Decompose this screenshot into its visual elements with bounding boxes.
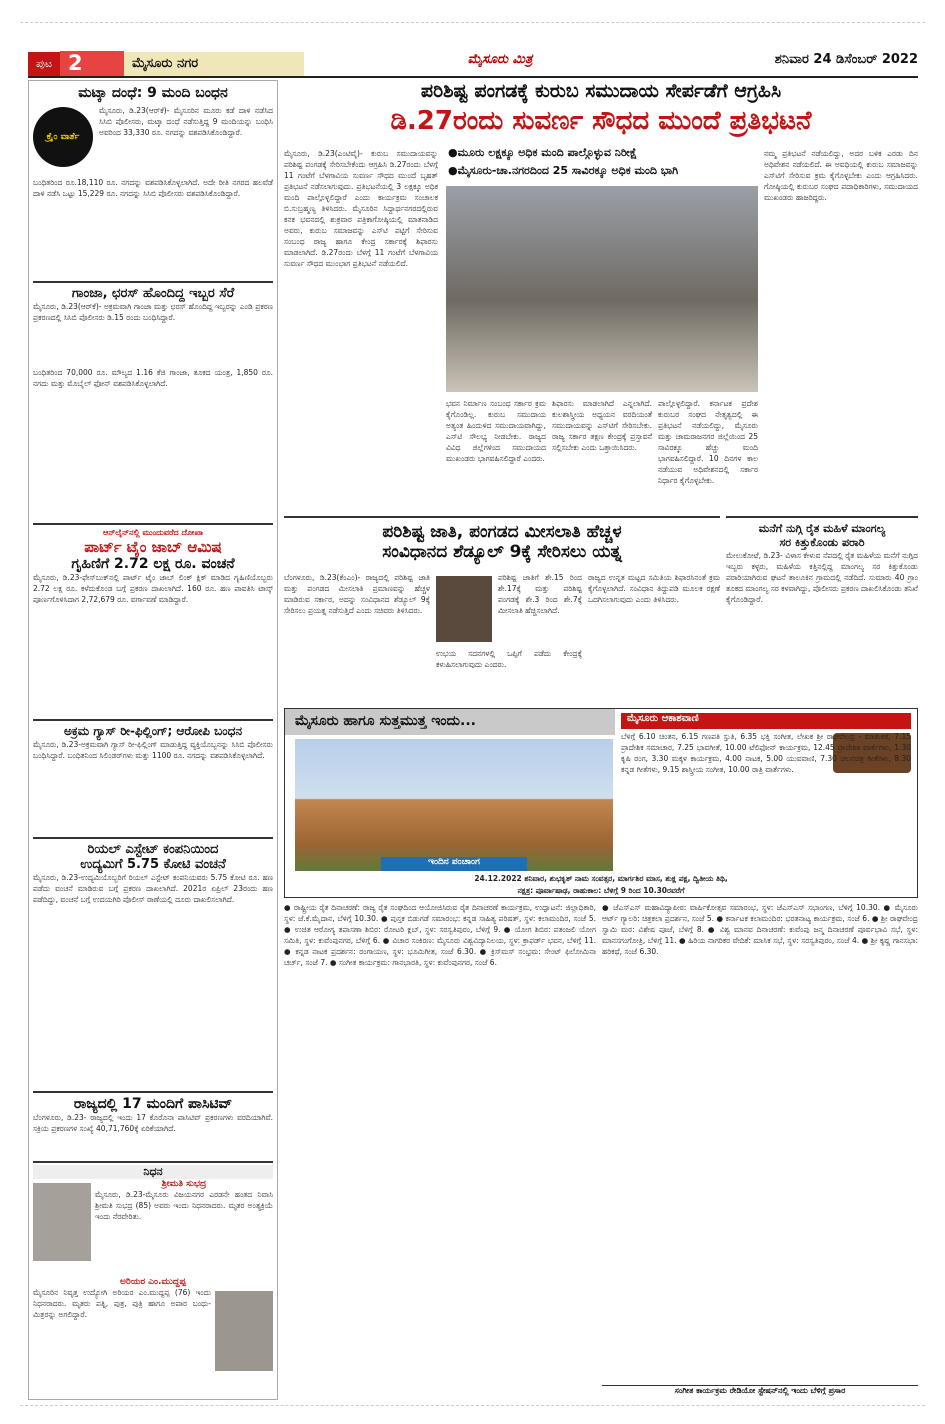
lead-bullet-1: ●ಮೂರು ಲಕ್ಷಕ್ಕೂ ಅಧಿಕ ಮಂದಿ ಪಾಲ್ಗೊಳ್ಳುವ ನಿರೀಕ್ಷೆ xyxy=(448,146,637,159)
side-headline-line2: ಸರ ಕಿತ್ತುಕೊಂಡು ಪರಾರಿ xyxy=(779,536,865,549)
lead-column-3: ಶಿಫಾರಸು ಮಾಡಲಾಗಿದೆ ಎನ್ನಲಾಗಿದೆ. ಕುಲಶಾಸ್ತ್ರೀಯ ಅಧ್ಯಯನ ವರದಿಯಂತೆ ಸಮುದಾಯವನ್ನು ಎಸ್‌ಟಿಗೆ ಸೇರಿಸಬೇಕು. ರಾಜ್ಯ ಸರ್ಕಾರ ತಕ್ಷಣ ಕೇಂದ್ರಕ್ಕೆ ಪ್ರಸ್ತಾವನೆ ಸಲ್ಲಿಸಬೇಕು ಎಂದು ಒತ್ತಾಯಿಸಿದರು. xyxy=(552,399,652,452)
story-lead: ಮೈಸೂರು, ಡಿ.23(ಆರ್‌ಕೆ)- ಮೈಸೂರಿನ ಮೂರು ಕಡೆ ದಾಳಿ ನಡೆಸಿದ ಸಿಸಿಬಿ ಪೊಲೀಸರು, ಮಟ್ಕಾ ದಂಧೆ ನಡೆಸುತ್ತಿದ್ದ 9 ಮಂದಿಯನ್ನು ಬಂಧಿಸಿ ಅವರಿಂದ 33,330 ರೂ. ನಗದನ್ನು ವಶಪಡಿಸಿಕೊಂಡಿದ್ದಾರೆ. xyxy=(99,106,273,137)
second-column-2: ಪರಿಶಿಷ್ಟ ಜಾತಿಗೆ ಶೇ.15 ರಿಂದ ಶೇ.17ಕ್ಕೆ ಮತ್ತು ಪರಿಶಿಷ್ಟ ಪಂಗಡಕ್ಕೆ ಶೇ.3 ರಿಂದ ಶೇ.7ಕ್ಕೆ ಮೀಸಲಾತಿ ಹೆಚ್ಚಿಸಲಾಗಿದೆ. xyxy=(498,573,582,615)
obituary-photo-2 xyxy=(215,1291,273,1371)
today-title: ಮೈಸೂರು ಹಾಗೂ ಸುತ್ತಮುತ್ತ ಇಂದು... xyxy=(285,709,615,735)
second-column-4: ರಾಜ್ಯದ ಉನ್ನತ ಮಟ್ಟದ ಸಮಿತಿಯ ಶಿಫಾರಸಿನಂತೆ ಕ್ರಮ ಕೈಗೊಳ್ಳಲಾಗಿದೆ. ಸಂವಿಧಾನ ತಿದ್ದುಪಡಿ ಮೂಲಕ ರಕ್ಷಣೆ ಒದಗಿಸಲಾಗುವುದು ಎಂದು ತಿಳಿಸಿದರು. xyxy=(588,573,720,604)
obituary-header: ನಿಧನ xyxy=(33,1165,273,1179)
story-headline: ಮಟ್ಕಾ ದಂಧೆ: 9 ಮಂದಿ ಬಂಧನ xyxy=(78,85,228,101)
story-headline: ಗಾಂಜಾ, ಛರಸ್ ಹೊಂದಿದ್ದ ಇಬ್ಬರ ಸೆರೆ xyxy=(71,286,235,301)
obituary-name-1: ಶ್ರೀಮತಿ ಸುಭದ್ರ xyxy=(161,1179,207,1189)
obituary-name-2: ಅರಿಯರ ಎಂ.ಮುದ್ದಪ್ಪ xyxy=(120,1277,186,1287)
lead-column-5: ನಮ್ಮ ಪ್ರತಿಭಟನೆ ನಡೆಯಲಿದ್ದು, ಅದರ ಬಳಿಕ ಎರಡು ದಿನ ಅಧಿವೇಶನ ನಡೆಯಲಿದೆ. ಈ ಅವಧಿಯಲ್ಲಿ ಕುರುಬ ಸಮಾಜವನ್ನು ಎಸ್‌ಟಿಗೆ ಸೇರಿಸುವ ಕ್ರಮ ಕೈಗೊಳ್ಳಬೇಕು ಎಂದು ಆಗ್ರಹಿಸಿದರು. ಗೋಷ್ಠಿಯಲ್ಲಿ ಕುರುಬರ ಸಂಘದ ಪದಾಧಿಕಾರಿಗಳು, ಸಮುದಾಯದ ಮುಖಂಡರು ಹಾಜರಿದ್ದರು. xyxy=(764,149,918,202)
story-body: ಮೈಸೂರು, ಡಿ.23-ಅಕ್ರಮವಾಗಿ ಗ್ಯಾಸ್ ರೀ-ಫಿಲ್ಲಿಂಗ್ ಮಾಡುತ್ತಿದ್ದ ವ್ಯಕ್ತಿಯೊಬ್ಬನನ್ನು ಸಿಸಿಬಿ ಪೊಲೀಸರು ಬಂಧಿಸಿದ್ದಾರೆ. ಬಂಧಿತನಿಂದ ಸಿಲಿಂಡರ್‌ಗಳು ಮತ್ತು 1100 ರೂ. ನಗದನ್ನು ವಶಪಡಿಸಿಕೊಳ್ಳಲಾಗಿದೆ. xyxy=(33,740,273,760)
registration-marks-bottom xyxy=(20,1405,925,1418)
second-column-1: ಬೆಂಗಳೂರು, ಡಿ.23(ಕೆಂಎಂ)- ರಾಜ್ಯದಲ್ಲಿ ಪರಿಶಿಷ್ಟ ಜಾತಿ ಮತ್ತು ಪಂಗಡದ ಮೀಸಲಾತಿ ಪ್ರಮಾಣವನ್ನು ಹೆಚ್ಚಳ ಮಾಡಿರುವ ಸರ್ಕಾರ, ಅದನ್ನು ಸಂವಿಧಾನದ ಶೆಡ್ಯೂಲ್ 9ಕ್ಕೆ ಸೇರಿಸಲು ಪ್ರಯತ್ನ ನಡೆಸುತ್ತಿದೆ ಎಂದು ಸಚಿವರು ತಿಳಿಸಿದರು. xyxy=(284,573,430,615)
lead-photo xyxy=(446,186,758,392)
listings-left xyxy=(284,902,596,1400)
page-number: 2 xyxy=(60,51,124,77)
story-body: ಮೈಸೂರು, ಡಿ.23-ಫೇಸ್‌ಬುಕ್‌ನಲ್ಲಿ ಪಾರ್ಟ್ ಟೈಂ ಜಾಬ್ ಲಿಂಕ್ ಕ್ಲಿಕ್ ಮಾಡಿದ ಗೃಹಿಣಿಯೊಬ್ಬರು 2.72 ಲಕ್ಷ ರೂ. ಕಳೆದುಕೊಂಡ ಬಗ್ಗೆ ಪ್ರಕರಣ ದಾಖಲಾಗಿದೆ. 160 ರೂ. ಹಣ ಪಾವತಿಸಿ ಟಾಸ್ಕ್ ಪೂರ್ಣಗೊಳಿಸಿದಾಗ 2,72,679 ರೂ. ವರ್ಗಾವಣೆ ಮಾಡಿದ್ದಾರೆ. xyxy=(33,573,273,604)
listings-right xyxy=(602,902,918,1400)
lead-column-1: ಮೈಸೂರು, ಡಿ.23(ಎಂಟಿವೈ)- ಕುರುಬ ಸಮುದಾಯವನ್ನು ಪರಿಶಿಷ್ಟ ಪಂಗಡಕ್ಕೆ ಸೇರಿಸಬೇಕೆಂದು ಆಗ್ರಹಿಸಿ ಡಿ.27ರಂದು ಬೆಳಗ್ಗೆ 11 ಗಂಟೆಗೆ ಬೆಳಗಾವಿಯ ಸುವರ್ಣ ಸೌಧದ ಮುಂದೆ ಬೃಹತ್ ಪ್ರತಿಭಟನೆ ನಡೆಸಲಾಗುವುದು. ಪ್ರತಿಭಟನೆಯಲ್ಲಿ 3 ಲಕ್ಷಕ್ಕೂ ಅಧಿಕ ಮಂದಿ ಪಾಲ್ಗೊಳ್ಳಲಿದ್ದಾರೆ ಎಂದು ಕಾರ್ಯಕ್ರಮ ಸಂಚಾಲಕ ಬಿ.ಸುಬ್ರಹ್ಮಣ್ಯ ತಿಳಿಸಿದರು. ಮೈಸೂರಿನ ಸಿದ್ದಾರ್ಥನಗರದಲ್ಲಿರುವ ಕನಕ ಭವನದಲ್ಲಿ ಶುಕ್ರವಾರ ಪತ್ರಿಕಾಗೋಷ್ಠಿಯಲ್ಲಿ ಮಾತನಾಡಿದ ಅವರು, ಕುರುಬ ಸಮಾಜವನ್ನು ಎಸ್‌ಟಿ ಪಟ್ಟಿಗೆ ಸೇರಿಸುವ ಸಂಬಂಧ ರಾಜ್ಯ ಹಾಗೂ ಕೇಂದ್ರ ಸರ್ಕಾರಕ್ಕೆ ಶಿಫಾರಸು ಮಾಡಲಾಗಿದೆ. ಡಿ.27ರಂದು ಬೆಳಗ್ಗೆ 11 ಗಂಟೆಗೆ ಬೆಳಗಾವಿಯ ಸುವರ್ಣ ಸೌಧದ ಮುಂಭಾಗ ಪ್ರತಿಭಟನೆ ನಡೆಯಲಿದೆ. xyxy=(284,149,438,268)
registration-marks-top xyxy=(20,10,925,23)
lead-story xyxy=(284,80,918,512)
lead-headline: ಡಿ.27ರಂದು ಸುವರ್ಣ ಸೌಧದ ಮುಂದೆ ಪ್ರತಿಭಟನೆ xyxy=(390,106,812,136)
obituary-body-1: ಮೈಸೂರು, ಡಿ.23-ಮೈಸೂರು ವಿಜಯನಗರ ಎರಡನೇ ಹಂತದ ನಿವಾಸಿ ಶ್ರೀಮತಿ ಸುಭದ್ರ (85) ಅವರು ಇಂದು ನಿಧನರಾದರು. ಮೃತರ ಅಂತ್ಯಕ್ರಿಯೆ ಇಂದು ನೆರವೇರಿತು. xyxy=(95,1190,273,1221)
obituary-body-2: ಮೈಸೂರಿನ ನಿವೃತ್ತ ಉದ್ಯೋಗಿ ಅರಿಯರ ಎಂ.ಮುದ್ದಪ್ಪ (76) ಇಂದು ನಿಧನರಾದರು. ಮೃತರು ಪತ್ನಿ, ಪುತ್ರ, ಪುತ್ರಿ ಹಾಗೂ ಅಪಾರ ಬಂಧು-ಮಿತ್ರರನ್ನು ಅಗಲಿದ್ದಾರೆ. xyxy=(33,1288,211,1319)
panchanga-line-2: ನಕ್ಷತ್ರ: ಪೂರ್ವಾಷಾಢ, ರಾಹುಕಾಲ: ಬೆಳಿಗ್ಗೆ 9 ರಿಂದ 10.30ರವರೆಗೆ xyxy=(517,886,685,895)
lead-bullet-2: ●ಮೈಸೂರು-ಚಾ.ನಗರದಿಂದ 25 ಸಾವಿರಕ್ಕೂ ಅಧಿಕ ಮಂದಿ ಭಾಗಿ xyxy=(448,164,679,177)
story-lead: ಮೈಸೂರು, ಡಿ.23(ಆರ್‌ಕೆ)- ಅಕ್ರಮವಾಗಿ ಗಾಂಜಾ ಮತ್ತು ಛರಸ್ ಹೊಂದಿದ್ದ ಇಬ್ಬರನ್ನು ಎಂಡಿ ಪ್ರಕರಣ ಪ್ರಕರಣದಲ್ಲಿ ಸಿಸಿಬಿ ಪೊಲೀಸರು ಡಿ.15 ರಂದು ಬಂಧಿಸಿದ್ದಾರೆ. xyxy=(33,302,273,322)
radio-title: ಮೈಸೂರು ಆಕಾಶವಾಣಿ xyxy=(621,713,911,729)
listings-right-footer: ಸಂಗೀತ ಕಾರ್ಯಕ್ರಮ ರೇಡಿಯೋ ಸ್ಟೇಷನ್‌ನಲ್ಲಿ ಇಂದು ಬೆಳಿಗ್ಗೆ ಪ್ರಸಾರ xyxy=(602,1385,918,1400)
listings-right-text: ● ಜೆಎಸ್‌ಎಸ್ ಮಹಾವಿದ್ಯಾಪೀಠ: ವಾರ್ಷಿಕೋತ್ಸವ ಸಮಾರಂಭ, ಸ್ಥಳ: ಜೆಎಸ್‌ಎಸ್ ಸಭಾಂಗಣ, ಬೆಳಿಗ್ಗೆ 10.30. ● ಮೈಸೂರು ಆರ್ಟ್ ಗ್ಯಾಲರಿ: ಚಿತ್ರಕಲಾ ಪ್ರದರ್ಶನ, ಸಂಜೆ 5. ● ಕರ್ನಾಟಕ ಕಲಾಮಂದಿರ: ಭರತನಾಟ್ಯ ಕಾರ್ಯಕ್ರಮ, ಸಂಜೆ 6. ● ಶ್ರೀ ರಾಘವೇಂದ್ರ ಸ್ವಾಮಿ ಮಠ: ವಿಶೇಷ ಪೂಜೆ, ಬೆಳಿಗ್ಗೆ 8. ● ವಿಶ್ವ ಮಾನವ ದಿನಾಚರಣೆ: ಕುವೆಂಪು ಜನ್ಮ ದಿನಾಚರಣೆ ಪೂರ್ವಭಾವಿ ಸಭೆ, ಸ್ಥಳ: ಮಾನಸಗಂಗೋತ್ರಿ, ಬೆಳಿಗ್ಗೆ 11. ● ಹಿರಿಯ ನಾಗರಿಕರ ವೇದಿಕೆ: ಮಾಸಿಕ ಸಭೆ, ಸ್ಥಳ: ಸರಸ್ವತಿಪುರಂ, ಸಂಜೆ 4. ● ಶ್ರೀ ಕೃಷ್ಣ ಗಾನಸಭಾ: ಹರಿಕಥೆ, ಸಂಜೆ 6.30. xyxy=(602,903,918,956)
story-headline-line2: ಉದ್ಯಮಿಗೆ 5.75 ಕೋಟಿ ವಂಚನೆ xyxy=(80,857,226,872)
paper-name: ಮೈಸೂರು ಮಿತ್ರ xyxy=(467,52,533,67)
palace-image xyxy=(295,739,613,871)
second-headline-line2: ಸಂವಿಧಾನದ ಶೆಡ್ಯೂಲ್ 9ಕ್ಕೆ ಸೇರಿಸಲು ಯತ್ನ xyxy=(382,542,622,562)
story-body: ಮೈಸೂರು, ಡಿ.23-ಉದ್ಯಮಿಯೊಬ್ಬರಿಗೆ ರಿಯಲ್ ಎಸ್ಟೇಟ್ ಕಂಪನಿಯವರು 5.75 ಕೋಟಿ ರೂ. ಹಣ ಪಡೆದು ವಂಚನೆ ಮಾಡಿರುವ ಬಗ್ಗೆ ಪ್ರಕರಣ ದಾಖಲಾಗಿದೆ. 2021ರ ಏಪ್ರಿಲ್ 23ರಂದು ಹಣ ಪಡೆದಿದ್ದು, ವಂಚನೆ ಬಗ್ಗೆ ಉದಯಗಿರಿ ಪೊಲೀಸ್ ಠಾಣೆಯಲ್ಲಿ ದೂರು ದಾಖಲಿಸಲಾಗಿದೆ. xyxy=(33,873,273,904)
story-headline: ರಾಜ್ಯದಲ್ಲಿ 17 ಮಂದಿಗೆ ಪಾಸಿಟಿವ್ xyxy=(73,1096,233,1112)
story-body: ಬಂಧಿತರಿಂದ 70,000 ರೂ. ಮೌಲ್ಯದ 1.16 ಕೆಜಿ ಗಾಂಜಾ, ತೂಕದ ಯಂತ್ರ, 1,850 ರೂ. ನಗದು ಮತ್ತು ಮೊಬೈಲ್ ಫೋನ್ ವಶಪಡಿಸಿಕೊಳ್ಳಲಾಗಿದೆ. xyxy=(33,368,273,388)
page-number-box xyxy=(28,52,124,76)
masthead-rule xyxy=(28,76,918,78)
story-kicker: ಆನ್‌ಲೈನ್‌ನಲ್ಲಿ ಮುಂದುವರೆದ ದೋಖಾ xyxy=(102,528,204,537)
story-headline: ಪಾರ್ಟ್ ಟೈಂ ಜಾಬ್ ಆಮಿಷ xyxy=(84,538,222,556)
crime-badge-label: ಕ್ರೈಂ ವಾರ್ತೆ xyxy=(46,132,80,142)
story-body: ಬಂಧಿತರಿಂದ ರೂ.18,110 ರೂ. ನಗದನ್ನು ವಶಪಡಿಸಿಕೊಳ್ಳಲಾಗಿದೆ. ಅದೇ ರೀತಿ ನಗರದ ಹಲವೆಡೆ ದಾಳಿ ನಡೆಸಿ ಒಟ್ಟು 15,229 ರೂ. ನಗದನ್ನು ಸಿಸಿಬಿ ಪೊಲೀಸರು ವಶಪಡಿಸಿಕೊಂಡಿದ್ದಾರೆ. xyxy=(33,178,273,198)
second-headline-line1: ಪರಿಶಿಷ್ಟ ಜಾತಿ, ಪಂಗಡದ ಮೀಸಲಾತಿ ಹೆಚ್ಚಳ xyxy=(382,522,622,542)
panchanga-line-1: 24.12.2022 ಶನಿವಾರ, ಶುಭಕೃತ್ ನಾಮ ಸಂವತ್ಸರ, ಮಾರ್ಗಶಿರ ಮಾಸ, ಶುಕ್ಲ ಪಕ್ಷ, ದ್ವಿತೀಯ ತಿಥಿ, xyxy=(474,874,728,883)
lead-kicker: ಪರಿಶಿಷ್ಟ ಪಂಗಡಕ್ಕೆ ಕುರುಬ ಸಮುದಾಯ ಸೇರ್ಪಡೆಗೆ ಆಗ್ರಹಿಸಿ xyxy=(420,80,782,102)
second-column-3: ಉಭಯ ಸದನಗಳಲ್ಲಿ ಒಪ್ಪಿಗೆ ಪಡೆದು ಕೇಂದ್ರಕ್ಕೆ ಕಳುಹಿಸಲಾಗುವುದು ಎಂದರು. xyxy=(436,649,582,669)
story-body: ಬೆಂಗಳೂರು, ಡಿ.23- ರಾಜ್ಯದಲ್ಲಿ ಇಂದು 17 ಕೊರೊನಾ ಪಾಸಿಟಿವ್ ಪ್ರಕರಣಗಳು ವರದಿಯಾಗಿವೆ. ಸಕ್ರಿಯ ಪ್ರಕರಣಗಳ ಸಂಖ್ಯೆ 40,71,760ಕ್ಕೆ ಏರಿಕೆಯಾಗಿದೆ. xyxy=(33,1113,273,1133)
section-title: ಮೈಸೂರು ನಗರ xyxy=(124,52,304,76)
lead-column-2: ಭವನ ನಿರ್ಮಾಣ ಸಂಬಂಧ ಸರ್ಕಾರ ಕ್ರಮ ಕೈಗೊಂಡಿಲ್ಲ. ಕುರುಬ ಸಮುದಾಯ ಅತ್ಯಂತ ಹಿಂದುಳಿದ ಸಮುದಾಯವಾಗಿದ್ದು, ಎಸ್‌ಟಿ ಸೌಲಭ್ಯ ನೀಡಬೇಕು. ರಾಜ್ಯದ ವಿವಿಧ ಜಿಲ್ಲೆಗಳಿಂದ ಸಮುದಾಯದ ಮುಖಂಡರು ಭಾಗವಹಿಸಲಿದ್ದಾರೆ ಎಂದರು. xyxy=(446,399,546,463)
second-story xyxy=(284,516,720,706)
side-headline-line1: ಮನೆಗೆ ನುಗ್ಗಿ ರೈತ ಮಹಿಳೆ ಮಾಂಗಲ್ಯ xyxy=(758,522,886,535)
today-box xyxy=(284,708,918,898)
minister-photo xyxy=(436,576,492,642)
radio-schedule: ಬೆಳಿಗ್ಗೆ 6.10 ಚಿಂತನ, 6.15 ಗಣಪತಿ ಸ್ತುತಿ, 6.35 ಭಕ್ತಿ ಸಂಗೀತ, ಲೇಖಕ ಶ್ರೀ ರಾಘವೇಂದ್ರ - ಮಾತುಕತೆ, 7.15 ಪ್ರಾದೇಶಿಕ ಸಮಾಚಾರ, 7.25 ಭಾವಗೀತೆ, 10.00 ಟೆಲಿಫೋನ್ ಕಾರ್ಯಕ್ರಮ, 12.45 ಪ್ರಾದೇಶಿಕ ವಾರ್ತೆಗಳು, 1.30 ಕೃಷಿ ರಂಗ, 3.30 ಮಕ್ಕಳ ಕಾರ್ಯಕ್ರಮ, 4.00 ನಾಟಕ, 5.00 ಯುವವಾಣಿ, 7.30 ಚಲನಚಿತ್ರ ಗೀತೆಗಳು, 8.30 ಕನ್ನಡ ಗೀತೆಗಳು, 9.15 ಶಾಸ್ತ್ರೀಯ ಸಂಗೀತ, 10.00 ರಾತ್ರಿ ವಾರ್ತೆಗಳು. xyxy=(621,732,911,774)
side-body: ಮೇಲುಕೋಟೆ, ಡಿ.23- ವಿಳಾಸ ಕೇಳುವ ನೆಪದಲ್ಲಿ ರೈತ ಮಹಿಳೆಯ ಮನೆಗೆ ನುಗ್ಗಿದ ಇಬ್ಬರು ಕಳ್ಳರು, ಮಹಿಳೆಯ ಕತ್ತಿನಲ್ಲಿದ್ದ ಮಾಂಗಲ್ಯ ಸರ ಕಿತ್ತುಕೊಂಡು ಪರಾರಿಯಾಗಿರುವ ಘಟನೆ ತಾಲೂಕಿನ ಗ್ರಾಮದಲ್ಲಿ ನಡೆದಿದೆ. ಸುಮಾರು 40 ಗ್ರಾಂ ತೂಕದ ಮಾಂಗಲ್ಯ ಸರ ಕಳವಾಗಿದ್ದು, ಪೊಲೀಸರು ಪ್ರಕರಣ ದಾಖಲಿಸಿಕೊಂಡು ತನಿಖೆ ಕೈಗೊಂಡಿದ್ದಾರೆ. xyxy=(726,551,918,604)
side-story xyxy=(726,516,918,706)
crime-badge xyxy=(33,107,93,167)
panchanga-tag: ಇಂದಿನ ಪಂಚಾಂಗ xyxy=(381,857,527,871)
masthead xyxy=(28,48,918,76)
obituary-photo-1 xyxy=(33,1183,91,1261)
lead-column-4: ಪಾಲ್ಗೊಳ್ಳಲಿದ್ದಾರೆ. ಕರ್ನಾಟಕ ಪ್ರದೇಶ ಕುರುಬರ ಸಂಘದ ನೇತೃತ್ವದಲ್ಲಿ ಈ ಪ್ರತಿಭಟನೆ ನಡೆಯಲಿದ್ದು, ಮೈಸೂರು ಮತ್ತು ಚಾಮರಾಜನಗರ ಜಿಲ್ಲೆಯಿಂದ 25 ಸಾವಿರಕ್ಕೂ ಹೆಚ್ಚು ಮಂದಿ ಭಾಗವಹಿಸಲಿದ್ದಾರೆ. 10 ದಿನಗಳ ಕಾಲ ನಡೆಯುವ ಅಧಿವೇಶನದಲ್ಲಿ ಸರ್ಕಾರ ನಿರ್ಧಾರ ಕೈಗೊಳ್ಳಬೇಕು. xyxy=(658,399,758,485)
listings-left-text: ● ರಾಷ್ಟ್ರೀಯ ರೈತ ದಿನಾಚರಣೆ: ರಾಜ್ಯ ರೈತ ಸಂಘದಿಂದ ಆಯೋಜಿಸಿರುವ ರೈತ ದಿನಾಚರಣೆ ಕಾರ್ಯಕ್ರಮ, ಉದ್ಘಾಟನೆ: ಜಿಲ್ಲಾಧಿಕಾರಿ, ಸ್ಥಳ: ಜೆ.ಕೆ.ಮೈದಾನ, ಬೆಳಿಗ್ಗೆ 10.30. ● ಪುಸ್ತಕ ಬಿಡುಗಡೆ ಸಮಾರಂಭ: ಕನ್ನಡ ಸಾಹಿತ್ಯ ಪರಿಷತ್, ಸ್ಥಳ: ಕಲಾಮಂದಿರ, ಸಂಜೆ 5. ● ಉಚಿತ ಆರೋಗ್ಯ ತಪಾಸಣಾ ಶಿಬಿರ: ರೋಟರಿ ಕ್ಲಬ್, ಸ್ಥಳ: ಸರಸ್ವತಿಪುರಂ, ಬೆಳಿಗ್ಗೆ 9. ● ಯೋಗ ಶಿಬಿರ: ಪತಂಜಲಿ ಯೋಗ ಸಮಿತಿ, ಸ್ಥಳ: ಕುವೆಂಪುನಗರ, ಬೆಳಿಗ್ಗೆ 6. ● ವಿಚಾರ ಸಂಕಿರಣ: ಮೈಸೂರು ವಿಶ್ವವಿದ್ಯಾನಿಲಯ, ಸ್ಥಳ: ಕ್ರಾಫರ್ಡ್ ಭವನ, ಬೆಳಿಗ್ಗೆ 11. ● ಕನ್ನಡ ನಾಟಕ ಪ್ರದರ್ಶನ: ರಂಗಾಯಣ, ಸ್ಥಳ: ಭೂಮಿಗೀತ, ಸಂಜೆ 6.30. ● ಕ್ರಿಸ್‌ಮಸ್ ಸಂಭ್ರಮ: ಸೇಂಟ್ ಫಿಲೋಮಿನಾ ಚರ್ಚ್, ಸಂಜೆ 7. ● ಸಂಗೀತ ಕಾರ್ಯಕ್ರಮ: ಗಾನಭಾರತಿ, ಸ್ಥಳ: ಕುವೆಂಪುನಗರ, ಸಂಜೆ 6. xyxy=(284,903,596,967)
story-headline-line1: ರಿಯಲ್ ಎಸ್ಟೇಟ್ ಕಂಪನಿಯಿಂದ xyxy=(87,842,219,857)
story-headline: ಅಕ್ರಮ ಗ್ಯಾಸ್ ರೀ-ಫಿಲ್ಲಿಂಗ್; ಆರೋಪಿ ಬಂಧನ xyxy=(63,724,243,738)
page-label: ಪುಟ xyxy=(36,57,53,70)
left-column xyxy=(28,80,278,1400)
story-subhead: ಗೃಹಿಣಿಗೆ 2.72 ಲಕ್ಷ ರೂ. ವಂಚನೆ xyxy=(71,556,235,572)
issue-date: ಶನಿವಾರ 24 ಡಿಸೆಂಬರ್ 2022 xyxy=(774,52,918,67)
